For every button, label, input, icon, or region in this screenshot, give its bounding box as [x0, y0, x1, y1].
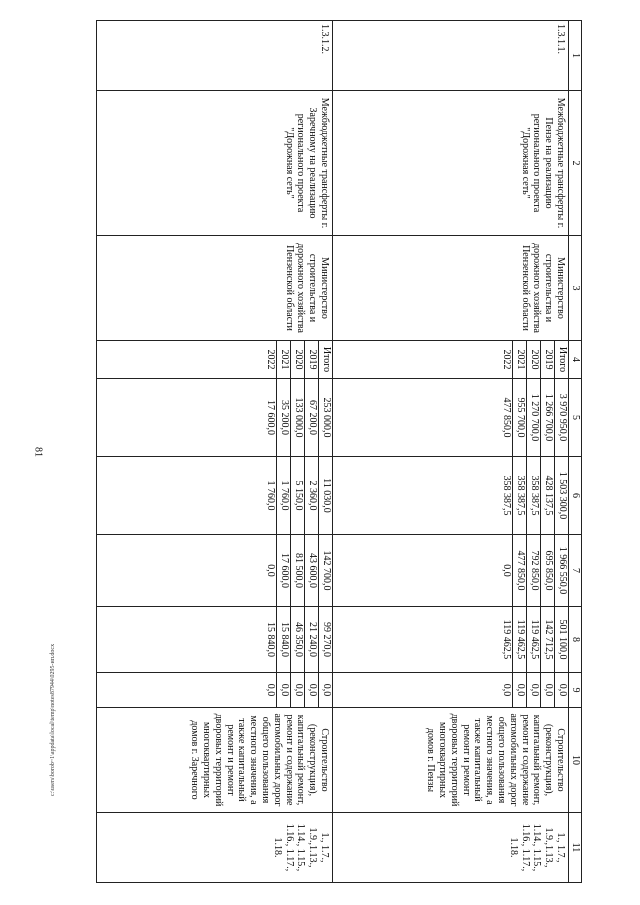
- value-cell: 17 600,0: [276, 535, 290, 606]
- value-cell: 501 100,0: [554, 607, 568, 672]
- table-container: [96, 20, 582, 882]
- header-cell: 1: [569, 21, 582, 91]
- program-table: [96, 20, 582, 883]
- value-cell: 15 840,0: [265, 622, 276, 657]
- value-cell: 46 350,0: [290, 607, 304, 672]
- value-cell: 0,0: [501, 564, 512, 577]
- year-cell: 2022: [265, 349, 276, 370]
- row-col8: [97, 607, 333, 673]
- row-number: 1.3.1.2.: [97, 21, 333, 91]
- header-cell: 3: [569, 236, 582, 341]
- value-cell: 792 850,0: [526, 535, 540, 606]
- value-cell: 253 000,0: [318, 379, 332, 456]
- header-cell: 7: [569, 535, 582, 607]
- row-col8: [333, 607, 569, 673]
- value-cell: 133 000,0: [290, 379, 304, 456]
- row-col7: [97, 535, 333, 607]
- value-cell: 35 200,0: [276, 379, 290, 456]
- header-cell: 6: [569, 457, 582, 535]
- value-cell: 1 760,0: [265, 480, 276, 511]
- value-cell: 0,0: [512, 673, 526, 707]
- row-col7: [333, 535, 569, 607]
- value-cell: 0,0: [526, 673, 540, 707]
- value-cell: 695 850,0: [540, 535, 554, 606]
- year-cell: Итого: [554, 341, 568, 378]
- row-executor: Министерство строительства и дорожного хозяйства Пензенской области: [97, 236, 333, 341]
- value-cell: 1 270 700,0: [526, 379, 540, 456]
- value-cell: 99 270,0: [318, 607, 332, 672]
- value-cell: 142 712,5: [540, 607, 554, 672]
- value-cell: 358 387,5: [526, 457, 540, 534]
- year-cell: 2022: [501, 349, 512, 370]
- year-cell: 2020: [526, 341, 540, 378]
- page-number: 81: [32, 447, 44, 457]
- row-col9: [97, 673, 333, 708]
- row-number: 1.3.1.1.: [333, 21, 569, 91]
- row-executor: Министерство строительства и дорожного хозяйства Пензенской области: [333, 236, 569, 341]
- value-cell: 142 700,0: [318, 535, 332, 606]
- row-result: Строительство (реконструкция), капитальный ремонт, ремонт и содержание автомобильных дорог общего пользования местного значения, а также капитальный ремонт и ремонт дворовых территорий многоквартирных домов г. Заречного: [97, 708, 333, 813]
- value-cell: 15 840,0: [276, 607, 290, 672]
- value-cell: 3 970 950,0: [554, 379, 568, 456]
- header-cell: 10: [569, 708, 582, 813]
- table-row: [333, 21, 569, 883]
- row-name: Межбюджетные трансферты г. Пензе на реализацию регионального проекта "Дорожная сеть": [333, 91, 569, 236]
- value-cell: 358 387,5: [501, 475, 512, 516]
- value-cell: 0,0: [318, 673, 332, 707]
- value-cell: 21 240,0: [304, 607, 318, 672]
- header-cell: 4: [569, 341, 582, 379]
- value-cell: 119 462,5: [526, 607, 540, 672]
- row-col5: [333, 379, 569, 457]
- row-years: [333, 341, 569, 379]
- row-result: Строительство (реконструкция), капитальный ремонт, ремонт и содержание автомобильных дорог общего пользования местного значения, а также капитальный ремонт и ремонт дворовых территорий многоквартирных домов г. Пензы: [333, 708, 569, 813]
- value-cell: 428 137,5: [540, 457, 554, 534]
- value-cell: 358 387,5: [512, 457, 526, 534]
- row-col5: [97, 379, 333, 457]
- value-cell: 0,0: [276, 673, 290, 707]
- value-cell: 119 462,5: [512, 607, 526, 672]
- value-cell: 477 850,0: [501, 397, 512, 438]
- header-cell: 11: [569, 813, 582, 883]
- year-cell: 2019: [540, 341, 554, 378]
- header-row: [569, 21, 582, 883]
- value-cell: 0,0: [540, 673, 554, 707]
- year-cell: 2021: [276, 341, 290, 378]
- value-cell: 0,0: [290, 673, 304, 707]
- value-cell: 119 462,5: [501, 619, 512, 660]
- row-name: Межбюджетные трансферты г. Заречному на реализацию регионального проекта "Дорожная сеть": [97, 91, 333, 236]
- value-cell: 0,0: [554, 673, 568, 707]
- year-cell: 2021: [512, 341, 526, 378]
- footer-file-path: c:\users\borob~1\appdata\local\temp\notes87944\0295-ип.docx: [50, 643, 56, 797]
- year-cell: 2019: [304, 341, 318, 378]
- row-col9: [333, 673, 569, 708]
- value-cell: 11 030,0: [318, 457, 332, 534]
- value-cell: 0,0: [304, 673, 318, 707]
- row-col6: [97, 457, 333, 535]
- value-cell: 1 760,0: [276, 457, 290, 534]
- value-cell: 1 266 700,0: [540, 379, 554, 456]
- value-cell: 81 500,0: [290, 535, 304, 606]
- row-indicators: 1., 1.7., 1.9.,1.13., 1.14., 1.15., 1.16., 1.17., 1.18.: [333, 813, 569, 883]
- value-cell: 0,0: [501, 683, 512, 697]
- value-cell: 1 503 300,0: [554, 457, 568, 534]
- value-cell: 0,0: [265, 683, 276, 697]
- value-cell: 0,0: [265, 564, 276, 577]
- header-cell: 2: [569, 91, 582, 236]
- year-cell: 2020: [290, 341, 304, 378]
- rotated-table-area: [96, 20, 582, 882]
- year-cell: Итого: [318, 341, 332, 378]
- value-cell: 17 600,0: [265, 400, 276, 435]
- value-cell: 43 600,0: [304, 535, 318, 606]
- value-cell: 67 200,0: [304, 379, 318, 456]
- value-cell: 477 850,0: [512, 535, 526, 606]
- header-cell: 9: [569, 673, 582, 708]
- value-cell: 1 966 550,0: [554, 535, 568, 606]
- table-row: [97, 21, 333, 883]
- row-years: [97, 341, 333, 379]
- row-indicators: 1., 1.7., 1.9.,1.13., 1.14., 1.15., 1.16., 1.17., 1.18.: [97, 813, 333, 883]
- value-cell: 2 360,0: [304, 457, 318, 534]
- row-col6: [333, 457, 569, 535]
- header-cell: 8: [569, 607, 582, 673]
- header-cell: 5: [569, 379, 582, 457]
- value-cell: 5 150,0: [290, 457, 304, 534]
- value-cell: 955 700,0: [512, 379, 526, 456]
